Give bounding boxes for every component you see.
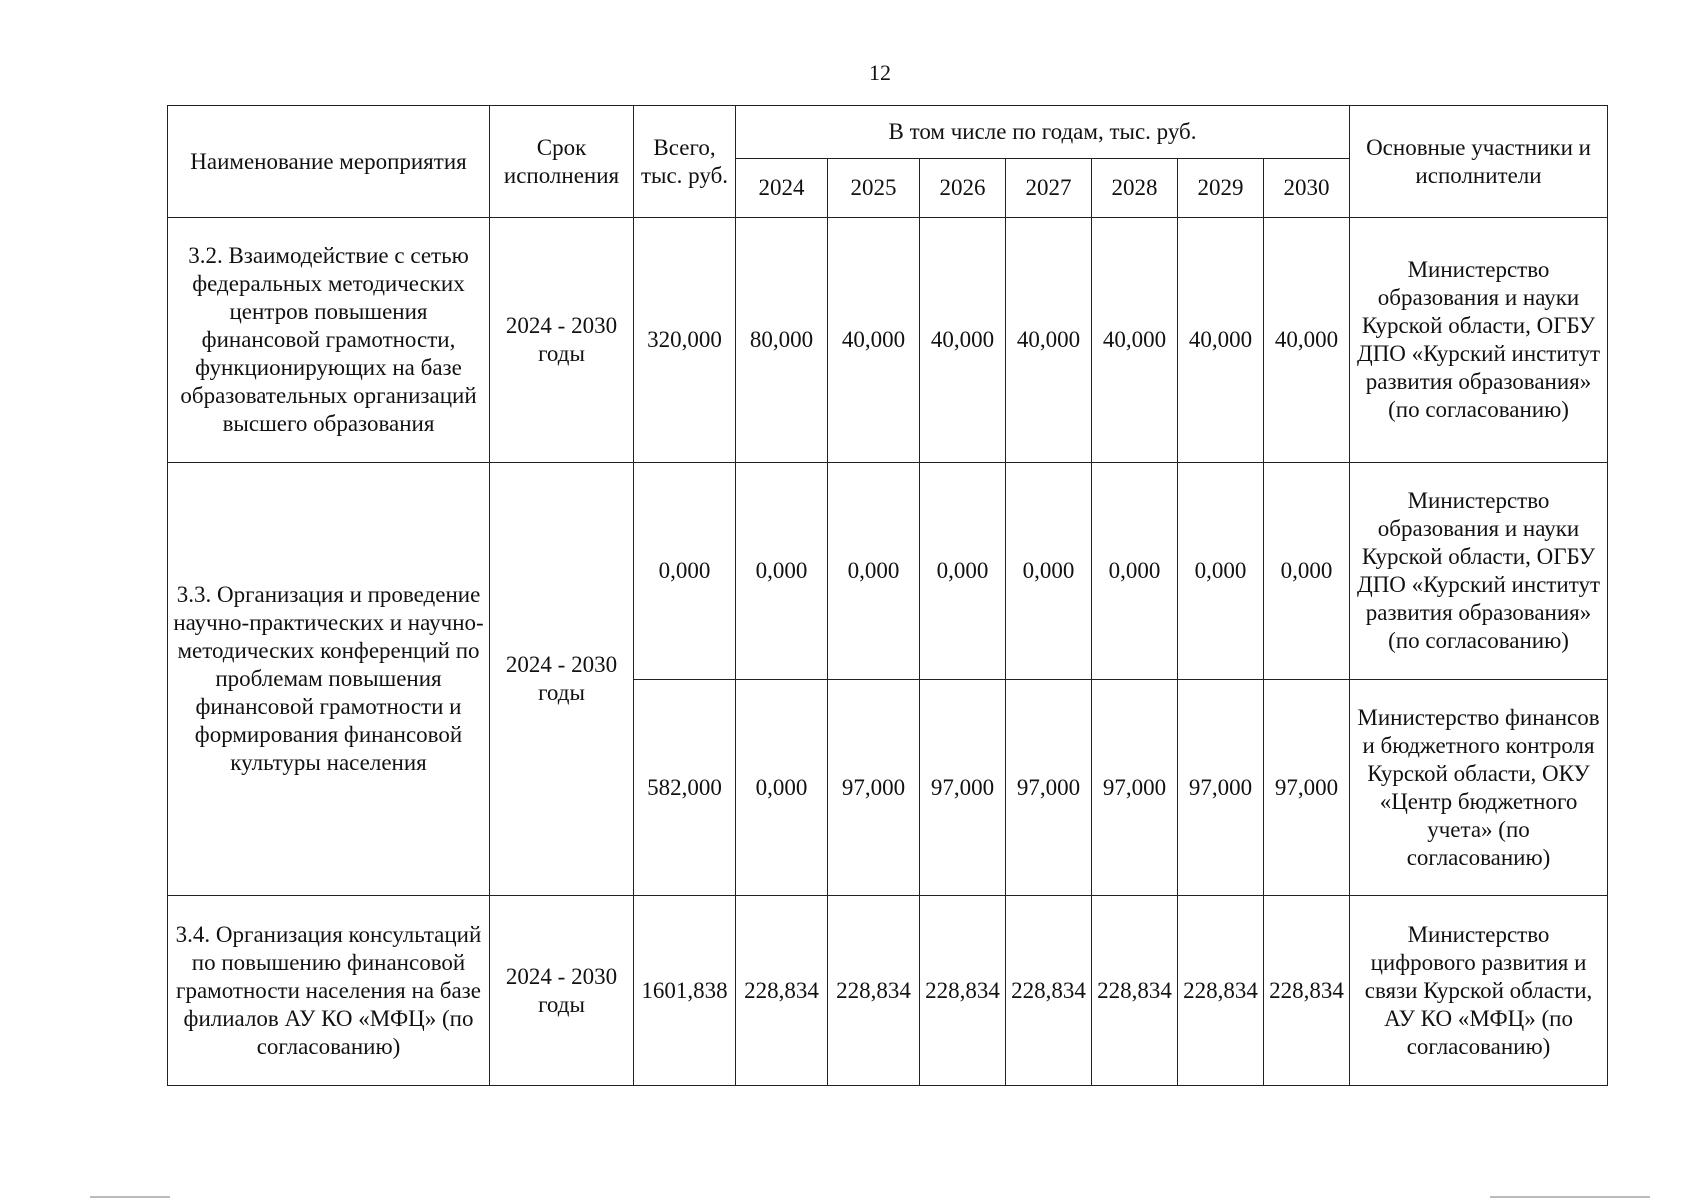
measure-total: 0,000 (634, 463, 736, 680)
header-total: Всего, тыс. руб. (634, 106, 736, 218)
measure-total: 582,000 (634, 680, 736, 896)
measure-name: 3.2. Взаимодействие с сетью федеральных методических центров повышения финансовой грамотности, функционирующих на базе образовательных организаций высшего образования (168, 218, 490, 463)
table-row (168, 218, 1608, 463)
measures-table (167, 105, 1608, 1086)
year-value: 0,000 (1092, 463, 1178, 680)
year-value: 97,000 (1092, 680, 1178, 896)
year-value: 40,000 (1178, 218, 1264, 463)
header-participants: Основные участники и исполнители (1350, 106, 1608, 218)
year-value: 0,000 (1264, 463, 1350, 680)
year-value: 228,834 (1006, 896, 1092, 1086)
year-value: 228,834 (1178, 896, 1264, 1086)
year-value: 40,000 (828, 218, 920, 463)
table-row (168, 463, 1608, 680)
measure-total: 1601,838 (634, 896, 736, 1086)
page-number: 12 (869, 60, 891, 85)
scan-artifact-line (1490, 1196, 1650, 1198)
year-value: 40,000 (1092, 218, 1178, 463)
year-value: 228,834 (828, 896, 920, 1086)
year-value: 40,000 (1264, 218, 1350, 463)
year-value: 97,000 (1178, 680, 1264, 896)
header-by-years: В том числе по годам, тыс. руб. (736, 106, 1350, 159)
measure-participants: Министерство финансов и бюджетного контроля Курской области, ОКУ «Центр бюджетного учета» (по согласованию) (1350, 680, 1608, 896)
measure-total: 320,000 (634, 218, 736, 463)
header-term: Срок исполнения (490, 106, 634, 218)
measure-participants: Министерство цифрового развития и связи Курской области, АУ КО «МФЦ» (по согласованию) (1350, 896, 1608, 1086)
year-value: 0,000 (828, 463, 920, 680)
measure-participants: Министерство образования и науки Курской области, ОГБУ ДПО «Курский институт развития образования» (по согласованию) (1350, 463, 1608, 680)
year-value: 40,000 (920, 218, 1006, 463)
year-value: 40,000 (1006, 218, 1092, 463)
table-row (168, 896, 1608, 1086)
header-year-2025: 2025 (828, 159, 920, 218)
measure-participants: Министерство образования и науки Курской области, ОГБУ ДПО «Курский институт развития образования» (по согласованию) (1350, 218, 1608, 463)
measure-term: 2024 - 2030 годы (490, 896, 634, 1086)
year-value: 0,000 (736, 680, 828, 896)
header-year-2028: 2028 (1092, 159, 1178, 218)
header-year-2029: 2029 (1178, 159, 1264, 218)
year-value: 97,000 (828, 680, 920, 896)
header-year-2030: 2030 (1264, 159, 1350, 218)
year-value: 0,000 (1178, 463, 1264, 680)
year-value: 228,834 (1264, 896, 1350, 1086)
year-value: 228,834 (920, 896, 1006, 1086)
measure-name: 3.3. Организация и проведение научно-практических и научно-методических конференций по проблемам повышения финансовой грамотности и формирования финансовой культуры населения (168, 463, 490, 896)
year-value: 0,000 (920, 463, 1006, 680)
header-name: Наименование мероприятия (168, 106, 490, 218)
year-value: 97,000 (1006, 680, 1092, 896)
measure-term: 2024 - 2030 годы (490, 463, 634, 896)
measure-name: 3.4. Организация консультаций по повышению финансовой грамотности населения на базе филиалов АУ КО «МФЦ» (по согласованию) (168, 896, 490, 1086)
year-value: 228,834 (1092, 896, 1178, 1086)
year-value: 0,000 (1006, 463, 1092, 680)
header-year-2027: 2027 (1006, 159, 1092, 218)
header-year-2026: 2026 (920, 159, 1006, 218)
year-value: 97,000 (920, 680, 1006, 896)
scan-artifact-line (90, 1196, 170, 1198)
year-value: 228,834 (736, 896, 828, 1086)
year-value: 0,000 (736, 463, 828, 680)
year-value: 97,000 (1264, 680, 1350, 896)
measure-term: 2024 - 2030 годы (490, 218, 634, 463)
year-value: 80,000 (736, 218, 828, 463)
header-year-2024: 2024 (736, 159, 828, 218)
